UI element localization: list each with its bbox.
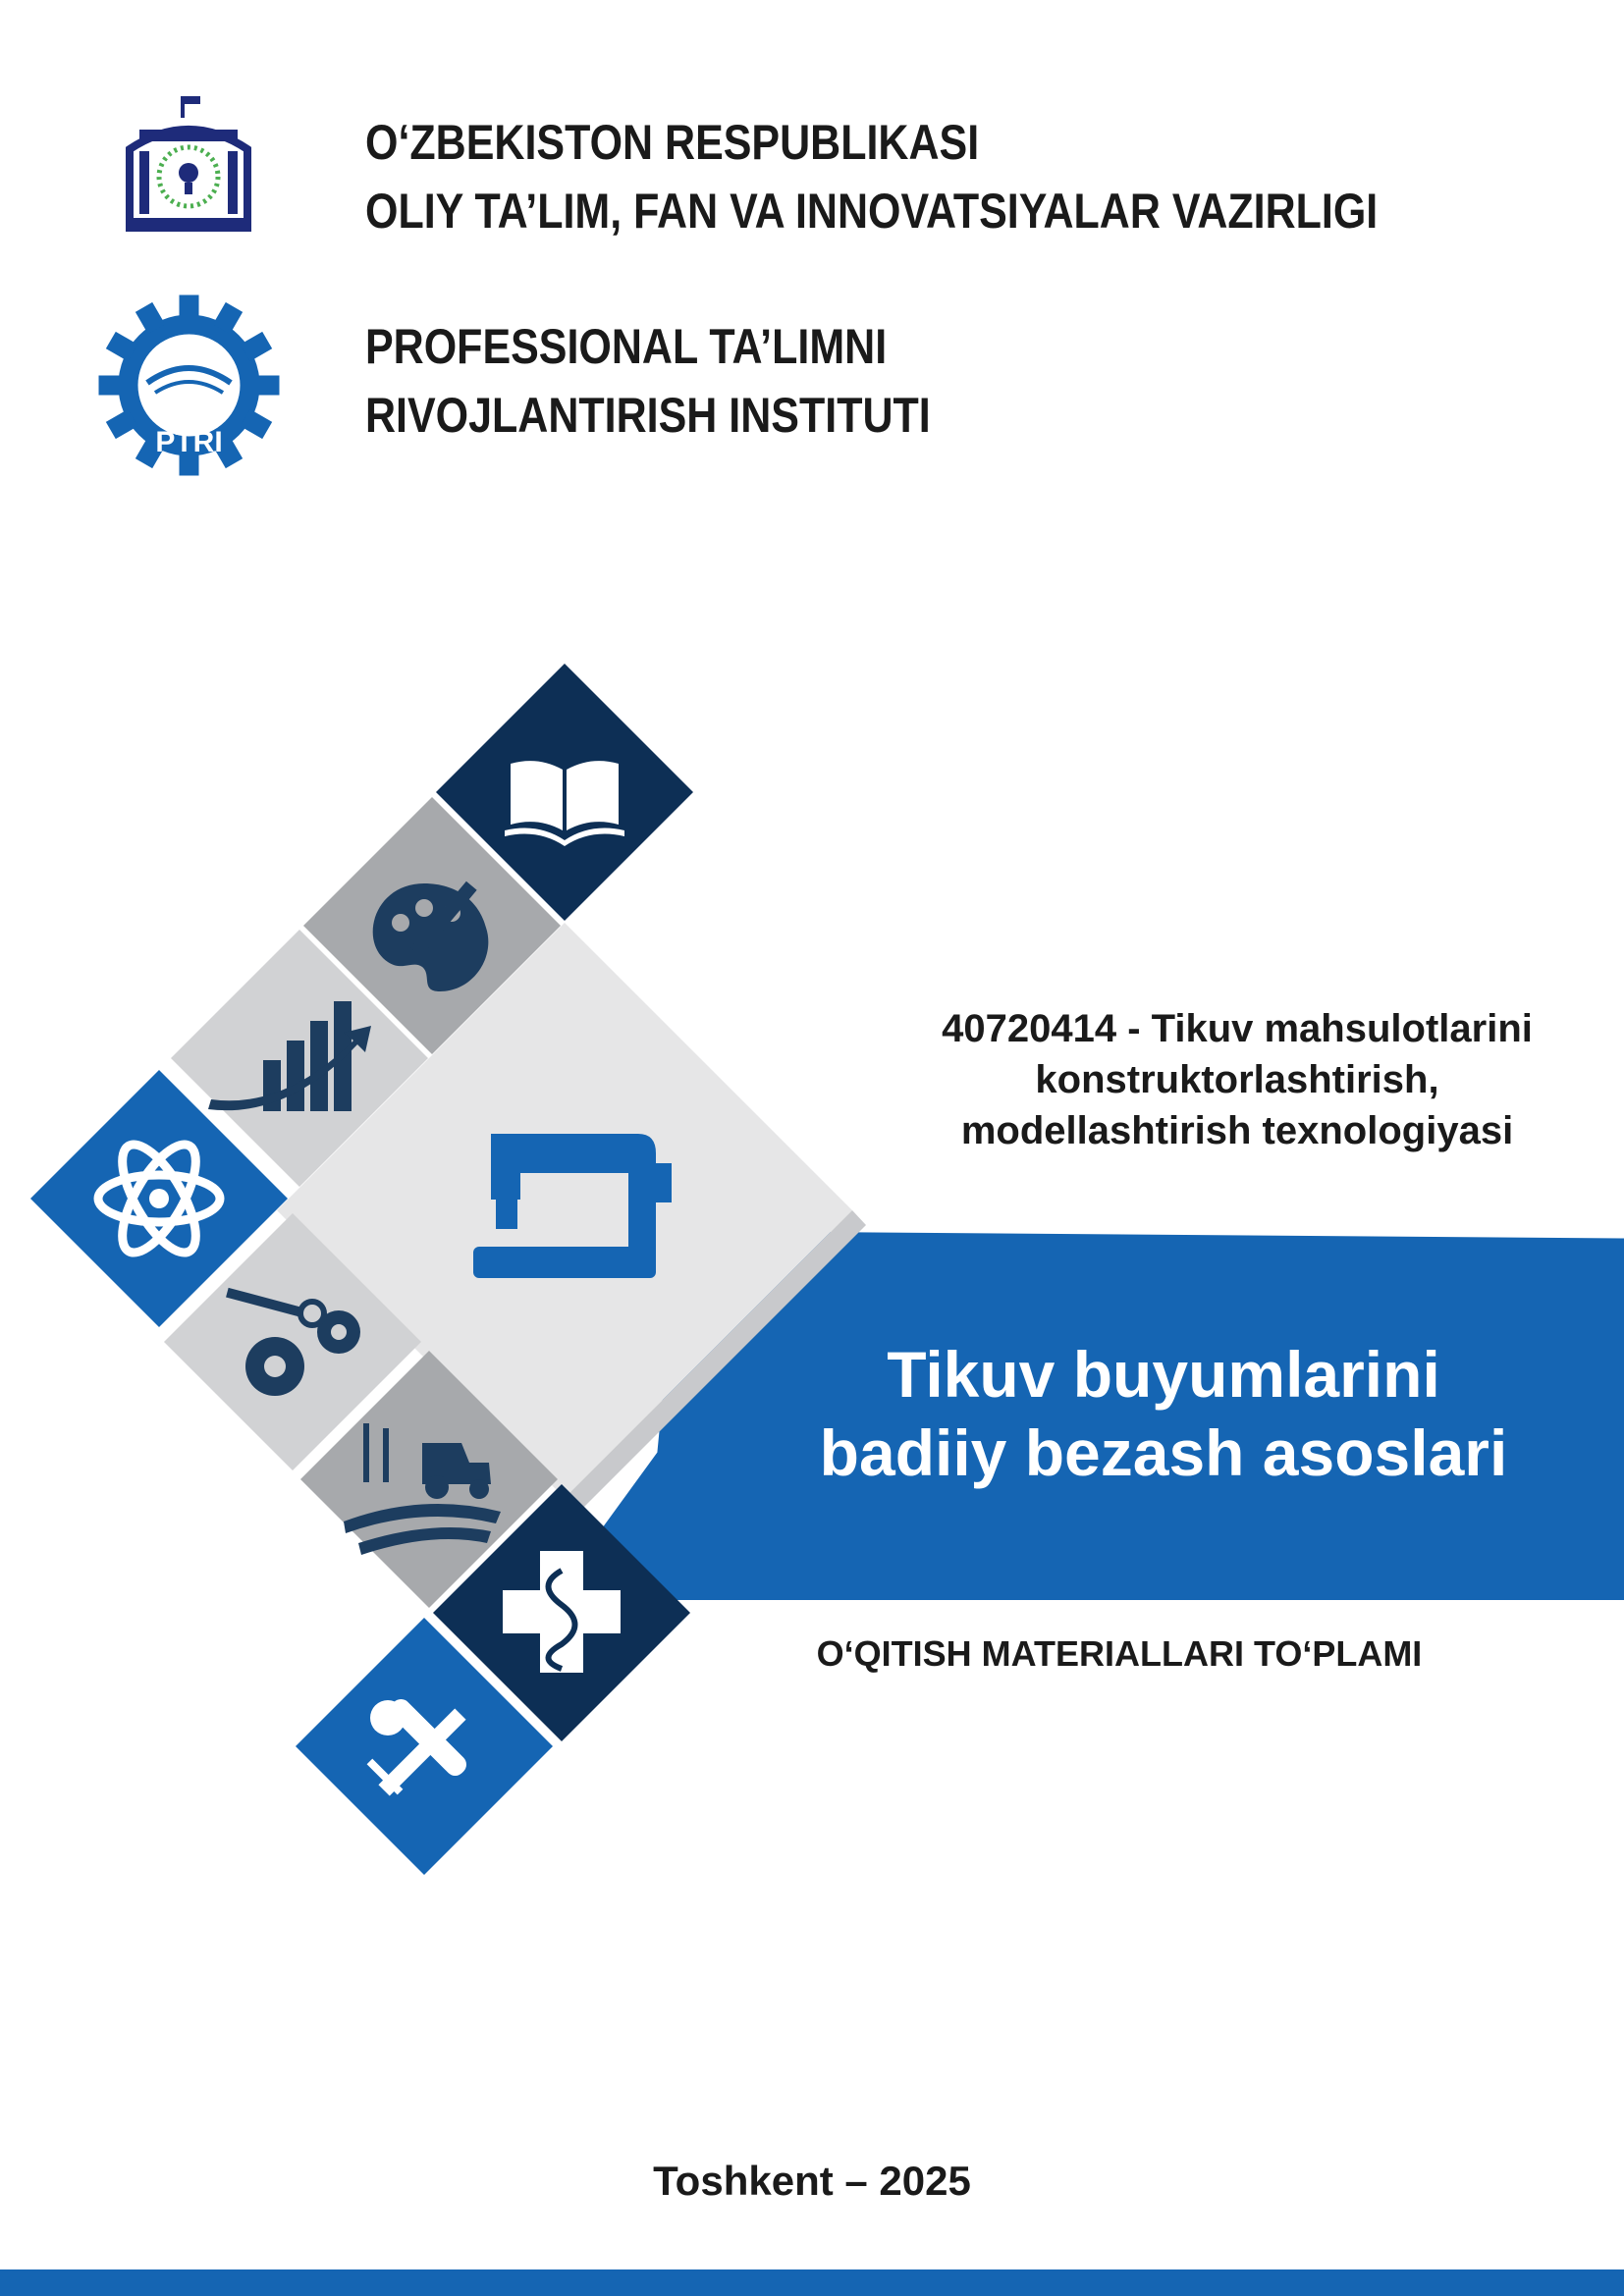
gear-emblem-icon xyxy=(98,294,280,476)
title-line-1: Tikuv buyumlarini xyxy=(887,1338,1440,1411)
title-line-2: badiiy bezash asoslari xyxy=(819,1416,1508,1489)
institute-logo-text: PTRI xyxy=(155,426,223,458)
book-subtitle: O‘QITISH MATERIALLARI TO‘PLAMI xyxy=(816,1633,1423,1674)
book-title xyxy=(766,1335,1561,1492)
ministry-name xyxy=(365,108,1378,245)
ministry-emblem-icon xyxy=(110,90,267,247)
ministry-line-2: OLIY TA’LIM, FAN VA INNOVATSIYALAR VAZIRLIGI xyxy=(365,184,1379,239)
institute-line-2: RIVOJLANTIRISH INSTITUTI xyxy=(365,388,931,443)
diamond-mosaic xyxy=(0,648,884,1895)
specialty-code xyxy=(884,1003,1591,1156)
specialty-line-2: konstruktorlashtirish, xyxy=(1035,1058,1439,1101)
city-year: Toshkent – 2025 xyxy=(653,2158,971,2204)
specialty-line-3: modellashtirish texnologiyasi xyxy=(960,1109,1514,1152)
institute-name xyxy=(365,312,931,450)
footer-bar xyxy=(0,2269,1624,2296)
ministry-line-1: O‘ZBEKISTON RESPUBLIKASI xyxy=(365,115,980,170)
specialty-line-1: 40720414 - Tikuv mahsulotlarini xyxy=(942,1007,1533,1050)
institute-line-1: PROFESSIONAL TA’LIMNI xyxy=(365,319,888,374)
